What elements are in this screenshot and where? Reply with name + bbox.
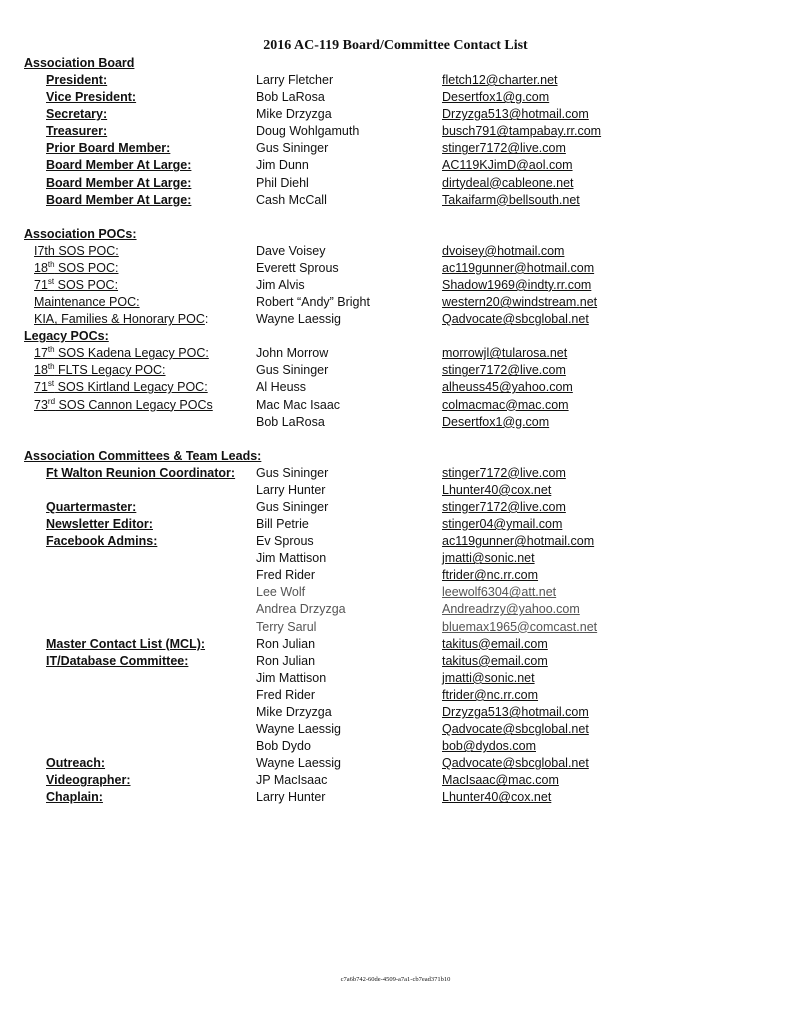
contact-row [24, 687, 764, 704]
contact-role: Secretary: [46, 107, 108, 122]
contact-name: Bob LaRosa [256, 90, 325, 105]
contact-row [24, 294, 764, 311]
contact-email-link[interactable]: Andreadrzy@yahoo.com [442, 602, 580, 617]
contact-role [24, 619, 256, 636]
contact-name: Ron Julian [256, 653, 316, 668]
contact-role: Prior Board Member: [46, 141, 171, 156]
contact-role [24, 311, 256, 328]
contact-name: Cash McCall [256, 192, 327, 207]
contact-email-link[interactable]: stinger7172@live.com [442, 465, 566, 480]
contact-name: Everett Sprous [256, 260, 339, 275]
contact-row [24, 533, 764, 550]
contact-row [24, 567, 764, 584]
section-header-legacy-pocs: Legacy POCs: [24, 329, 109, 344]
role-text: 18th SOS POC: [34, 259, 119, 275]
contact-row [24, 636, 764, 653]
contact-name: Larry Hunter [256, 790, 326, 805]
contact-row [24, 157, 764, 174]
contact-email-link[interactable]: jmatti@sonic.net [442, 551, 535, 566]
contact-name: Dave Voisey [256, 243, 326, 258]
contact-name: Gus Sininger [256, 141, 329, 156]
contact-row [24, 601, 764, 618]
contact-name: Jim Mattison [256, 551, 327, 566]
contact-name: Mac Mac Isaac [256, 397, 341, 412]
contact-row [24, 653, 764, 670]
contact-row [24, 175, 764, 192]
contact-email-link[interactable]: stinger7172@live.com [442, 363, 566, 378]
board-rows [24, 72, 764, 209]
contact-role [24, 550, 256, 567]
contact-row [24, 277, 764, 294]
contact-row [24, 260, 764, 277]
contact-email-link[interactable]: colmacmac@mac.com [442, 397, 569, 412]
contact-role [24, 397, 256, 414]
contact-role: Ft Walton Reunion Coordinator: [46, 465, 236, 480]
role-text: KIA, Families & Honorary POC [34, 312, 205, 327]
spacer [24, 209, 764, 226]
document-title: 2016 AC-119 Board/Committee Contact List [263, 38, 528, 53]
contact-name: Jim Alvis [256, 277, 305, 292]
contact-role [24, 345, 256, 362]
contact-row [24, 414, 764, 431]
contact-email-link[interactable]: leewolf6304@att.net [442, 585, 557, 600]
contact-email-link[interactable]: stinger7172@live.com [442, 141, 566, 156]
contact-name: Wayne Laessig [256, 722, 341, 737]
contact-name: Mike Drzyzga [256, 705, 332, 719]
contact-email-link[interactable]: stinger7172@live.com [442, 499, 566, 514]
contact-role [24, 670, 256, 687]
contact-name: JP MacIsaac [256, 773, 328, 788]
contact-name: Gus Sininger [256, 465, 329, 480]
contact-row [24, 72, 764, 89]
contact-email-link[interactable]: takitus@email.com [442, 636, 548, 651]
contact-email-link[interactable]: dvoisey@hotmail.com [442, 243, 565, 258]
contact-name: Jim Mattison [256, 670, 327, 685]
section-header-association-board: Association Board [24, 56, 135, 70]
contact-email-link[interactable]: Lhunter40@cox.net [442, 482, 552, 497]
contact-name: Al Heuss [256, 380, 307, 395]
contact-email-link[interactable]: Shadow1969@indty.rr.com [442, 277, 592, 292]
contact-role: IT/Database Committee: [46, 653, 189, 668]
contact-role: Master Contact List (MCL): [46, 636, 206, 651]
contact-name: Phil Diehl [256, 175, 309, 190]
contact-role [24, 738, 256, 755]
contact-email-link[interactable]: Desertfox1@g.com [442, 414, 550, 429]
contact-email-link[interactable]: ftrider@nc.rr.com [442, 568, 539, 583]
contact-role: Videographer: [46, 773, 131, 788]
contact-name: Ron Julian [256, 636, 316, 651]
contact-name: Doug Wohlgamuth [256, 124, 360, 139]
contact-email-link[interactable]: Lhunter40@cox.net [442, 790, 552, 805]
contact-role: I7th SOS POC: [34, 243, 119, 258]
contact-role [24, 721, 256, 738]
contact-row [24, 619, 764, 636]
contact-name: Mike Drzyzga [256, 107, 332, 122]
contact-name: Bob LaRosa [256, 414, 325, 429]
contact-email-link[interactable]: Desertfox1@g.com [442, 90, 550, 105]
contact-role: Board Member At Large: [46, 192, 192, 207]
contact-row [24, 755, 764, 772]
contact-role [24, 601, 256, 618]
contact-role [24, 362, 256, 379]
contact-role: President: [46, 73, 108, 87]
contact-name: Bill Petrie [256, 516, 309, 531]
contact-email-link[interactable]: western20@windstream.net [442, 295, 598, 310]
legacy-rows [24, 345, 764, 430]
contact-email-link[interactable]: fletch12@charter.net [442, 73, 558, 87]
contact-email-link[interactable]: bob@dydos.com [442, 739, 536, 754]
contact-name: Wayne Laessig [256, 756, 341, 771]
committees-rows [24, 465, 764, 807]
contact-role: Outreach: [46, 756, 106, 771]
contact-role: Board Member At Large: [46, 175, 192, 190]
contact-role [24, 687, 256, 704]
contact-role: Vice President: [46, 90, 137, 105]
role-text: 73rd SOS Cannon Legacy POCs [34, 396, 213, 412]
contact-row [24, 243, 764, 260]
contact-role: Maintenance POC: [34, 295, 140, 310]
contact-row [24, 789, 764, 806]
contact-row [24, 584, 764, 601]
contact-row [24, 192, 764, 209]
contact-email-link[interactable]: AC119KJimD@aol.com [442, 158, 573, 173]
contact-email-link[interactable]: takitus@email.com [442, 653, 548, 668]
contact-role [24, 482, 256, 499]
contact-name: Larry Hunter [256, 482, 326, 497]
contact-row [24, 465, 764, 482]
role-text: 18th FLTS Legacy POC: [34, 362, 166, 378]
section-header-association-pocs: Association POCs: [24, 226, 137, 241]
document-id-footer: c7a6b742-60de-4509-a7a1-cb7ead371b10 [340, 976, 451, 983]
contact-name: Fred Rider [256, 687, 316, 702]
contact-name: Gus Sininger [256, 499, 329, 514]
contact-row [24, 738, 764, 755]
contact-role: Facebook Admins: [46, 534, 158, 549]
contact-name: Lee Wolf [256, 585, 306, 600]
contact-name: Andrea Drzyzga [256, 602, 346, 617]
contact-role: Quartermaster: [46, 499, 137, 514]
contact-row [24, 772, 764, 789]
contact-role [24, 704, 256, 721]
contact-name: Jim Dunn [256, 158, 309, 173]
contact-name: Bob Dydo [256, 739, 311, 754]
contact-name: Fred Rider [256, 568, 316, 583]
contact-row [24, 499, 764, 516]
contact-email-link[interactable]: Qadvocate@sbcglobal.net [442, 722, 589, 737]
contact-email-link[interactable]: dirtydeal@cableone.net [442, 175, 574, 190]
contact-role [24, 567, 256, 584]
contact-email-link[interactable]: jmatti@sonic.net [442, 670, 535, 685]
contact-role: Newsletter Editor: [46, 516, 153, 531]
contact-role [24, 277, 256, 294]
contact-row [24, 311, 764, 328]
contact-email-link[interactable]: ac119gunner@hotmail.com [442, 534, 595, 549]
contact-role: Treasurer: [46, 124, 108, 139]
contact-row [24, 397, 764, 414]
role-text: 71st SOS POC: [34, 276, 119, 292]
contact-email-link[interactable]: Qadvocate@sbcglobal.net [442, 756, 589, 771]
contact-name: Larry Fletcher [256, 73, 334, 87]
contact-row [24, 123, 764, 140]
contact-row [24, 140, 764, 157]
contact-row [24, 362, 764, 379]
contact-name: Gus Sininger [256, 363, 329, 378]
contact-name: Wayne Laessig [256, 312, 341, 327]
contact-email-link[interactable]: stinger04@ymail.com [442, 516, 563, 531]
contact-row [24, 516, 764, 533]
contact-row [24, 721, 764, 738]
contact-email-link[interactable]: busch791@tampabay.rr.com [442, 124, 602, 139]
contact-email-link[interactable]: ftrider@nc.rr.com [442, 687, 539, 702]
contact-name: Robert “Andy” Bright [256, 295, 370, 310]
contact-email-link[interactable]: Drzyzga513@hotmail.com [442, 107, 589, 122]
role-text: 17th SOS Kadena Legacy POC: [34, 345, 209, 361]
contact-row [24, 89, 764, 106]
contact-role: Board Member At Large: [46, 158, 192, 173]
contact-row [24, 106, 764, 123]
section-header-committees: Association Committees & Team Leads: [24, 448, 262, 463]
contact-list [24, 55, 764, 807]
contact-name: Ev Sprous [256, 534, 314, 549]
contact-role [24, 260, 256, 277]
role-text: 71st SOS Kirtland Legacy POC: [34, 379, 208, 395]
contact-role [24, 379, 256, 396]
contact-email-link[interactable]: bluemax1965@comcast.net [442, 619, 598, 634]
contact-email-link[interactable]: MacIsaac@mac.com [442, 773, 559, 788]
pocs-rows [24, 243, 764, 328]
contact-row [24, 704, 764, 721]
contact-row [24, 345, 764, 362]
spacer [24, 431, 764, 448]
contact-email-link[interactable]: Takaifarm@bellsouth.net [442, 192, 580, 207]
contact-role [24, 584, 256, 601]
contact-name: John Morrow [256, 346, 329, 361]
contact-row [24, 482, 764, 499]
contact-name: Terry Sarul [256, 619, 317, 634]
contact-role: Chaplain: [46, 790, 103, 805]
role-suffix: : [204, 312, 209, 327]
contact-email-link[interactable]: Drzyzga513@hotmail.com [442, 705, 589, 719]
contact-row [24, 670, 764, 687]
contact-email-link[interactable]: alheuss45@yahoo.com [442, 380, 573, 395]
contact-email-link[interactable]: ac119gunner@hotmail.com [442, 260, 595, 275]
contact-row [24, 550, 764, 567]
contact-row [24, 379, 764, 396]
contact-email-link[interactable]: Qadvocate@sbcglobal.net [442, 312, 589, 327]
contact-role [24, 414, 256, 431]
contact-email-link[interactable]: morrowjl@tularosa.net [442, 346, 568, 361]
